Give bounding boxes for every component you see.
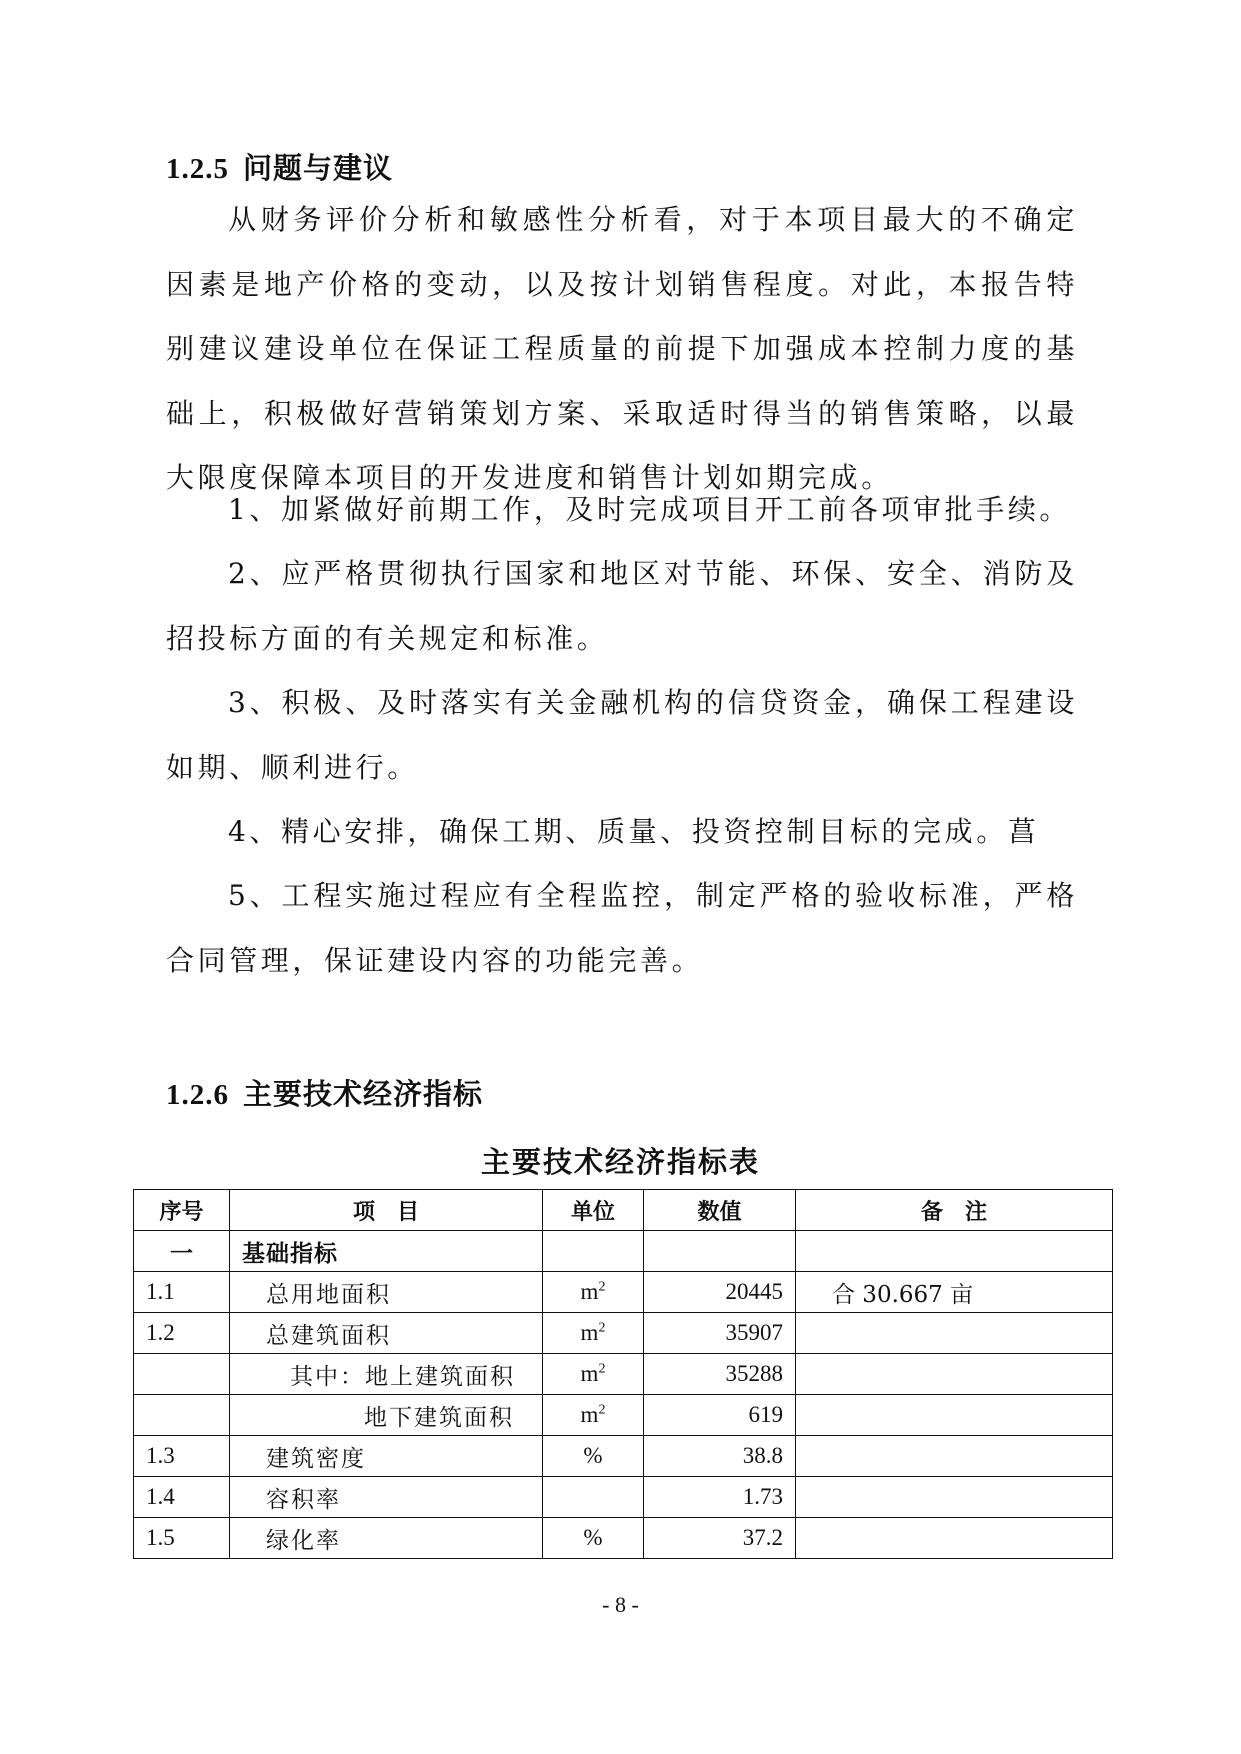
cell-value: 20445 <box>644 1272 796 1313</box>
cell-seq: 1.5 <box>134 1518 230 1559</box>
cell-item: 总用地面积 <box>230 1272 543 1313</box>
table-row <box>134 1272 1113 1313</box>
cell-note <box>796 1436 1113 1477</box>
indicator-table <box>133 1189 1113 1559</box>
paragraph-item-3: 3、积极、及时落实有关金融机构的信贷资金，确保工程建设如期、顺利进行。 <box>166 686 1078 784</box>
paragraph-summary: 从财务评价分析和敏感性分析看，对于本项目最大的不确定因素是地产价格的变动，以及按计划销售程度。对此，本报告特别建议建设单位在保证工程质量的前提下加强成本控制力度的基础上，积极做好营销策划方案、采取适时得当的销售策略，以最大限度保障本项目的开发进度和销售计划如期完成。 <box>166 203 1078 494</box>
header-value: 数值 <box>644 1190 796 1231</box>
cell-unit: $m^2$ <box>543 1354 644 1395</box>
section-title: 问题与建议 <box>243 151 394 185</box>
cell-unit: % <box>543 1518 644 1559</box>
cell-seq: 1.4 <box>134 1477 230 1518</box>
cell-unit: $m^2$ <box>543 1395 644 1436</box>
cell-item: 基础指标 <box>230 1231 543 1272</box>
section-number: 1.2.6 <box>166 1079 229 1111</box>
cell-value <box>644 1231 796 1272</box>
table-row <box>134 1518 1113 1559</box>
section-title: 主要技术经济指标 <box>243 1077 484 1111</box>
cell-unit <box>543 1231 644 1272</box>
cell-seq: 1.2 <box>134 1313 230 1354</box>
cell-value: 35907 <box>644 1313 796 1354</box>
table-row <box>134 1436 1113 1477</box>
cell-seq <box>134 1395 230 1436</box>
cell-value: 37.2 <box>644 1518 796 1559</box>
cell-note <box>796 1518 1113 1559</box>
cell-item: 其中：地上建筑面积 <box>230 1354 543 1395</box>
table-header-row <box>134 1190 1113 1231</box>
cell-note <box>796 1313 1113 1354</box>
header-note: 备注 <box>796 1190 1113 1231</box>
table-row <box>134 1231 1113 1272</box>
table-row <box>134 1313 1113 1354</box>
cell-unit: $m^2$ <box>543 1272 644 1313</box>
header-item: 项目 <box>230 1190 543 1231</box>
cell-note <box>796 1354 1113 1395</box>
cell-item: 总建筑面积 <box>230 1313 543 1354</box>
cell-seq: 1.3 <box>134 1436 230 1477</box>
table-row <box>134 1395 1113 1436</box>
cell-value: 619 <box>644 1395 796 1436</box>
table-row <box>134 1477 1113 1518</box>
section-heading-1-2-6 <box>166 1072 483 1113</box>
cell-item: 容积率 <box>230 1477 543 1518</box>
cell-unit: % <box>543 1436 644 1477</box>
cell-note <box>796 1395 1113 1436</box>
header-unit: 单位 <box>543 1190 644 1231</box>
page-number: - 8 - <box>602 1592 639 1617</box>
cell-item: 建筑密度 <box>230 1436 543 1477</box>
cell-value: 35288 <box>644 1354 796 1395</box>
cell-unit <box>543 1477 644 1518</box>
table-row <box>134 1354 1113 1395</box>
section-number: 1.2.5 <box>166 153 229 185</box>
cell-item: 绿化率 <box>230 1518 543 1559</box>
cell-seq: 1.1 <box>134 1272 230 1313</box>
cell-unit: $m^2$ <box>543 1313 644 1354</box>
paragraph-item-2: 2、应严格贯彻执行国家和地区对节能、环保、安全、消防及招投标方面的有关规定和标准。 <box>166 557 1078 655</box>
paragraph-item-1: 1、加紧做好前期工作，及时完成项目开工前各项审批手续。 <box>228 493 1072 526</box>
cell-note <box>796 1231 1113 1272</box>
table-title: 主要技术经济指标表 <box>480 1145 760 1179</box>
cell-item: 地下建筑面积 <box>230 1395 543 1436</box>
cell-note: 合 30.667 亩 <box>796 1272 1113 1313</box>
cell-value: 38.8 <box>644 1436 796 1477</box>
cell-seq <box>134 1354 230 1395</box>
cell-note <box>796 1477 1113 1518</box>
cell-seq: 一 <box>134 1231 230 1272</box>
cell-value: 1.73 <box>644 1477 796 1518</box>
header-seq: 序号 <box>134 1190 230 1231</box>
section-heading-1-2-5 <box>166 146 393 187</box>
paragraph-item-5: 5、工程实施过程应有全程监控，制定严格的验收标准，严格合同管理，保证建设内容的功能完善。 <box>166 879 1078 977</box>
paragraph-item-4: 4、精心安排，确保工期、质量、投资控制目标的完成。菖 <box>228 815 1040 848</box>
